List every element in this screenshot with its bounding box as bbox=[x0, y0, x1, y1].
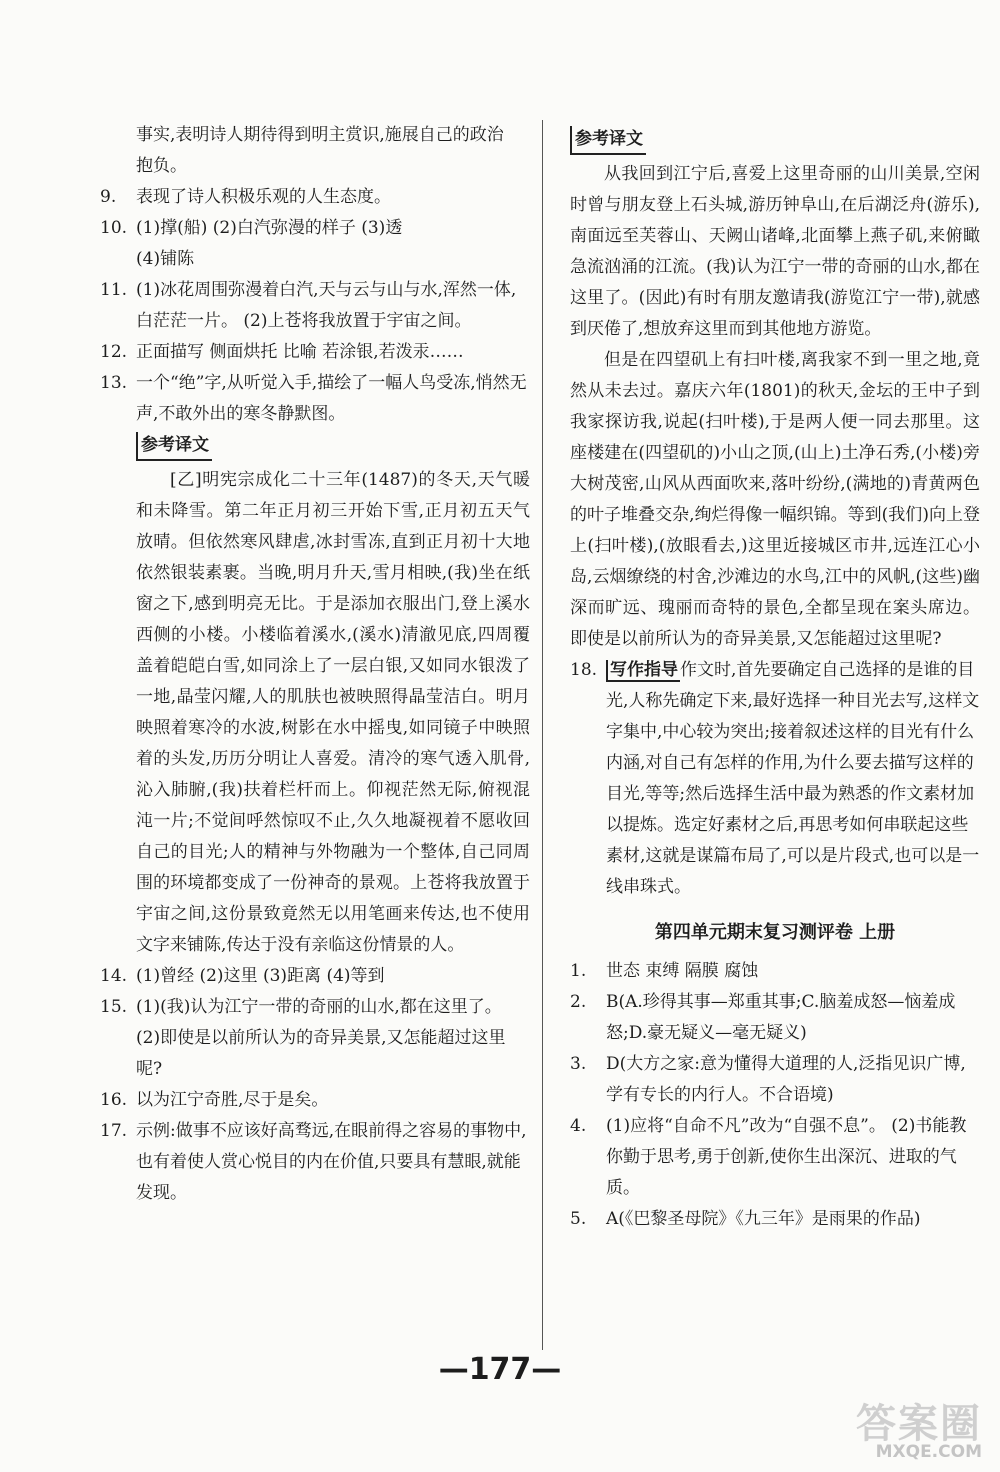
continued-line-1: 事实,表明诗人期待得到明主赏识,施展自己的政治 bbox=[136, 125, 504, 145]
reference-translation-tag: 参考译文 bbox=[136, 432, 212, 461]
answer-number: 2. bbox=[570, 992, 587, 1012]
answer-text: (1)应将“自命不凡”改为“自强不息”。 (2)书能教你勤于思考,勇于创新,使你生出深沉、进取的气质。 bbox=[606, 1116, 967, 1198]
reference-translation-paragraph-2: 但是在四望矶上有扫叶楼,离我家不到一里之地,竟然从未去过。嘉庆六年(1801)的秋天,金坛的王中子到我家探访我,说起(扫叶楼),于是两人便一同去那里。这座楼建在(四望矶的)小山之顶,(山上)土净石秀,(小楼)旁大树茂密,山风从西面吹来,落叶纷纷,(满地的)青黄两色的叶子堆叠交杂,绚烂得像一幅织锦。等到(我们)向上登上(扫叶楼),(放眼看去,)这里近接城区市井,远连江心小岛,云烟缭绕的村舍,沙滩边的水鸟,江中的风帆,(这些)幽深而旷远、瑰丽而奇特的景色,全都呈现在案头席边。即使是以前所认为的奇异美景,又怎能超过这里呢? bbox=[570, 350, 980, 649]
left-column bbox=[100, 120, 530, 1209]
answer-text: D(大方之家:意为懂得大道理的人,泛指见识广博,学有专长的内行人。不合语境) bbox=[606, 1054, 966, 1105]
answer-text: A(《巴黎圣母院》《九三年》是雨果的作品) bbox=[606, 1209, 921, 1229]
watermark-logo-text: 答案圈 bbox=[856, 1401, 982, 1447]
answer-9 bbox=[100, 182, 530, 213]
answer-number: 1. bbox=[570, 961, 587, 981]
answer-number: 10. bbox=[100, 218, 128, 238]
answer-number: 3. bbox=[570, 1054, 587, 1074]
answer-12 bbox=[100, 337, 530, 368]
answer-10 bbox=[100, 213, 530, 275]
answer-text: (1)(我)认为江宁一带的奇丽的山水,都在这里了。 bbox=[136, 997, 502, 1017]
reference-translation-tag: 参考译文 bbox=[570, 126, 646, 155]
site-watermark bbox=[778, 1392, 988, 1464]
column-divider bbox=[542, 120, 543, 1350]
continued-line-2: 抱负。 bbox=[136, 156, 187, 176]
answer-number: 4. bbox=[570, 1116, 587, 1136]
answer-16 bbox=[100, 1085, 530, 1116]
answer-13 bbox=[100, 368, 530, 430]
answer-number: 13. bbox=[100, 373, 128, 393]
page-number: —177— bbox=[438, 1352, 562, 1387]
answer-text: (2)即使是以前所认为的奇异美景,又怎能超过这里呢? bbox=[136, 1028, 506, 1079]
answer-text: 作文时,首先要确定自己选择的是谁的目光,人称先确定下来,最好选择一种目光去写,这样文字集中,中心较为突出;接着叙述这样的目光有什么内涵,对自己有怎样的作用,为什么要去描写这样的目光,等等;然后选择生活中最为熟悉的作文素材加以提炼。选定好素材之后,再思考如何串联起这些素材,这就是谋篇布局了,可以是片段式,也可以是一线串珠式。 bbox=[606, 660, 980, 897]
watermark-url: MXQE.COM bbox=[875, 1442, 982, 1462]
answer-text: 以为江宁奇胜,尽于是矣。 bbox=[136, 1090, 329, 1110]
right-column bbox=[570, 120, 980, 1235]
writing-guide-tag: 写作指导 bbox=[606, 660, 680, 682]
answer-text: (1)撑(船) (2)白汽弥漫的样子 (3)透 bbox=[136, 218, 403, 238]
answer-number: 16. bbox=[100, 1090, 128, 1110]
answer-text: 表现了诗人积极乐观的人生态度。 bbox=[136, 187, 391, 207]
answer-number: 17. bbox=[100, 1121, 128, 1141]
answer-number: 18. bbox=[570, 660, 598, 680]
reference-translation-block bbox=[100, 430, 530, 961]
answer-text: 正面描写 侧面烘托 比喻 若涂银,若泼汞…… bbox=[136, 342, 464, 362]
section-title: 第四单元期末复习测评卷 上册 bbox=[654, 922, 896, 943]
answer-11 bbox=[100, 275, 530, 337]
section-answer-2 bbox=[570, 987, 980, 1049]
answer-text: 示例:做事不应该好高骛远,在眼前得之容易的事物中,也有着使人赏心悦目的内在价值,只要具有慧眼,就能发现。 bbox=[136, 1121, 527, 1203]
section-answer-1 bbox=[570, 956, 980, 987]
answer-text: (1)冰花周围弥漫着白汽,天与云与山与水,浑然一体,白茫茫一片。 (2)上苍将我放置于宇宙之间。 bbox=[136, 280, 517, 331]
answer-number: 9. bbox=[100, 187, 117, 207]
answer-text: B(A.珍得其事—郑重其事;C.脑羞成怒—恼羞成怒;D.豪无疑义—毫无疑义) bbox=[606, 992, 956, 1043]
answer-14 bbox=[100, 961, 530, 992]
answer-18 bbox=[570, 655, 980, 903]
reference-translation-paragraph-1: 从我回到江宁后,喜爱上这里奇丽的山川美景,空闲时曾与朋友登上石头城,游历钟阜山,在后湖泛舟(游乐),南面远至芙蓉山、天阙山诸峰,北面攀上燕子矶,来俯瞰急流汹涌的江流。(我)认为江宁一带的奇丽的山水,都在这里了。(因此)有时有朋友邀请我(游览江宁一带),就感到厌倦了,想放弃这里而到其他地方游览。 bbox=[570, 164, 980, 339]
answer-text: (1)曾经 (2)这里 (3)距离 (4)等到 bbox=[136, 966, 385, 986]
answer-text: (4)铺陈 bbox=[136, 249, 195, 269]
answer-text: 一个“绝”字,从听觉入手,描绘了一幅人鸟受冻,悄然无声,不敢外出的寒冬静默图。 bbox=[136, 373, 527, 424]
section-answer-3 bbox=[570, 1049, 980, 1111]
reference-translation-text: [乙]明宪宗成化二十三年(1487)的冬天,天气暖和未降雪。第二年正月初三开始下雪,正月初五天气放晴。但依然寒风肆虐,冰封雪冻,直到正月初十大地依然银装素裹。当晚,明月升天,雪月相映,(我)坐在纸窗之下,感到明亮无比。于是添加衣服出门,登上溪水西侧的小楼。小楼临着溪水,(溪水)清澈见底,四周覆盖着皑皑白雪,如同涂上了一层白银,又如同水银泼了一地,晶莹闪耀,人的肌肤也被映照得晶莹洁白。明月映照着寒冷的水波,树影在水中摇曳,如同镜子中映照着的头发,历历分明让人喜爱。清冷的寒气透入肌骨,沁入肺腑,(我)扶着栏杆而上。仰视茫然无际,俯视混沌一片;不觉间呼然惊叹不止,久久地凝视着不愿收回自己的目光;人的精神与外物融为一个整体,自己同周围的环境都变成了一份神奇的景观。上苍将我放置于宇宙之间,这份景致竟然无以用笔画来传达,也不使用文字来铺陈,传达于没有亲临这份情景的人。 bbox=[136, 470, 530, 955]
answer-number: 14. bbox=[100, 966, 128, 986]
answer-text: 世态 束缚 隔膜 腐蚀 bbox=[606, 961, 759, 981]
answer-number: 11. bbox=[100, 280, 128, 300]
section-answer-5 bbox=[570, 1204, 980, 1235]
answer-15 bbox=[100, 992, 530, 1085]
section-answer-4 bbox=[570, 1111, 980, 1204]
answer-number: 12. bbox=[100, 342, 128, 362]
answer-number: 15. bbox=[100, 997, 128, 1017]
answer-number: 5. bbox=[570, 1209, 587, 1229]
answer-17 bbox=[100, 1116, 530, 1209]
